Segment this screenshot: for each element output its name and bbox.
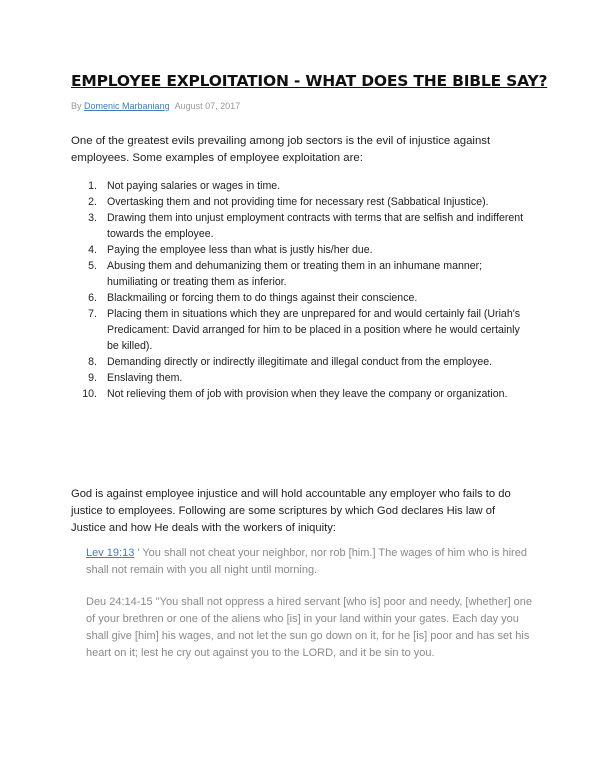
list-number: 2. [88,196,97,208]
list-item-text: Overtasking them and not providing time for necessary rest (Sabbatical Injustice). [107,196,489,208]
list-item-text: Not paying salaries or wages in time. [107,180,281,192]
byline [71,101,240,111]
list-number: 1. [88,180,97,192]
list-item-text: Blackmailing or forcing them to do things against their conscience. [107,292,418,304]
list-item [71,386,531,402]
list-item [71,258,531,290]
conclusion-text: God is against employee injustice and will hold accountable any employer who fails to do justice to employees. Following are some scriptures by which God declares His law of Justice and how He deals with the workers of iniquity: [71,488,511,534]
list-item [71,290,531,306]
scripture-quote-deu [86,594,534,662]
list-item [71,370,531,386]
list-item-text: Drawing them into unjust employment contracts with terms that are selfish and indifferent towards the employee. [107,212,524,240]
list-item-text: Paying the employee less than what is justly his/her due. [107,244,373,256]
list-item-text: Placing them in situations which they are unprepared for and would certainly fail (Uriah's Predicament: David arranged for him to be placed in a position where he would certainly be killed). [107,308,521,352]
list-item [71,242,531,258]
list-number: 10. [82,388,97,400]
list-item [71,306,531,354]
list-item [71,354,531,370]
list-item-text: Demanding directly or indirectly illegitimate and illegal conduct from the employee. [107,356,493,368]
list-item-text: Not relieving them of job with provision when they leave the company or organization. [107,388,508,400]
scripture-ref-link[interactable]: Lev 19:13 [86,547,135,559]
byline-prefix: By [71,101,82,111]
list-number: 8. [88,356,97,368]
list-item [71,210,531,242]
list-item-text: Enslaving them. [107,372,183,384]
list-number: 3. [88,212,97,224]
list-item [71,194,531,210]
list-number: 5. [88,260,97,272]
list-item [71,178,531,194]
conclusion-paragraph [71,486,531,537]
post-date: August 07, 2017 [174,101,241,111]
list-number: 6. [88,292,97,304]
intro-text: One of the greatest evils prevailing among job sectors is the evil of injustice against employees. Some examples of employee exploitation are: [71,135,491,164]
intro-paragraph [71,133,531,167]
scripture-text: ' You shall not cheat your neighbor, nor rob [him.] The wages of him who is hired shall not remain with you all night until morning. [86,547,527,576]
author-link[interactable]: Domenic Marbaniang [84,101,170,111]
list-item-text: Abusing them and dehumanizing them or treating them in an inhumane manner; humiliating or treating them as inferior. [107,260,483,288]
article-title: EMPLOYEE EXPLOITATION - WHAT DOES THE BIBLE SAY? [71,72,548,90]
list-number: 4. [88,244,97,256]
scripture-quote-lev [86,545,534,579]
exploitation-examples-list [71,178,531,402]
list-number: 9. [88,372,97,384]
list-number: 7. [88,308,97,320]
scripture-ref: Deu 24:14-15 [86,596,153,608]
scripture-text: "You shall not oppress a hired servant [who is] poor and needy, [whether] one of your brethren or one of the aliens who [is] in your land within your gates. Each day you shall give [him] his wages, and not let the sun go down on it, for he [is] poor and has set his heart on it; lest he cry out against you to the LORD, and it be sin to you. [86,596,533,659]
